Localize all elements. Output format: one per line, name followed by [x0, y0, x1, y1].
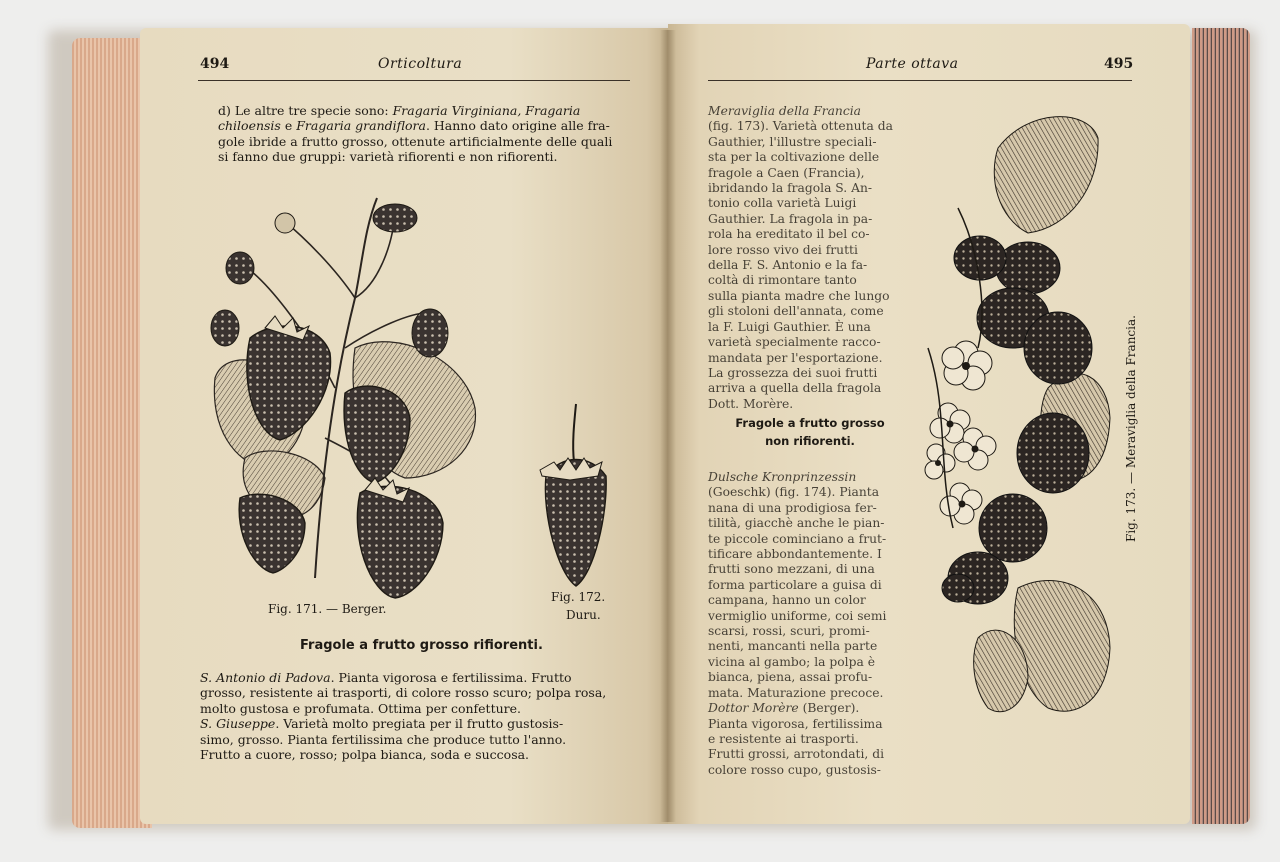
- text-line: fragole a Caen (Francia),: [708, 165, 865, 180]
- text-line: arriva a quella della fragola: [708, 381, 882, 396]
- left-header-rule: [198, 80, 630, 81]
- text-line: varietà specialmente racco-: [708, 335, 881, 350]
- right-header-rule: [708, 80, 1132, 81]
- right-page-number: 495: [1104, 56, 1134, 72]
- text-line: scarsi, rossi, scuri, promi-: [708, 624, 870, 639]
- text-line: gole ibride a frutto grosso, ottenute artificialmente delle quali: [218, 133, 613, 149]
- text-line: lore rosso vivo dei frutti: [708, 242, 858, 257]
- fig172-caption: Fig. 172.: [551, 590, 606, 604]
- text-line: della F. S. Antonio e la fa-: [708, 258, 868, 273]
- text-line: Frutto a cuore, rosso; polpa bianca, soda e succosa.: [200, 747, 530, 763]
- text-line: forma particolare a guisa di: [708, 577, 882, 592]
- book-gutter: [660, 30, 676, 822]
- text-line: chiloensis e Fragaria grandiflora. Hanno dato origine alle fra-: [218, 118, 610, 134]
- text-line: S. Giuseppe. Varietà molto pregiata per il frutto gustosis-: [200, 716, 564, 732]
- text-line: sulla pianta madre che lungo: [708, 288, 890, 303]
- text-line: Gauthier. La fragola in pa-: [708, 211, 873, 226]
- text-line: Pianta vigorosa, fertilissima: [708, 716, 883, 731]
- single-strawberry-illustration: [536, 404, 612, 590]
- fig171-caption: Fig. 171. — Berger.: [268, 602, 387, 616]
- text-line: Gauthier, l'illustre speciali-: [708, 134, 877, 149]
- right-section-title-line1: Fragole a frutto grosso: [735, 416, 885, 430]
- meraviglia-paragraph: [708, 104, 893, 412]
- text-line: (fig. 173). Varietà ottenuta da: [708, 119, 893, 134]
- strawberry-cluster-illustration: [918, 108, 1114, 728]
- text-line: Frutti grossi, arrotondati, di: [708, 747, 885, 762]
- text-line: tonio colla varietà Luigi: [708, 196, 857, 211]
- text-line: vermiglio uniforme, coi semi: [708, 608, 887, 623]
- left-body-paragraphs: [200, 670, 606, 762]
- text-line: la F. Luigi Gauthier. È una: [708, 319, 871, 334]
- text-line: e resistente ai trasporti.: [708, 731, 859, 746]
- text-line: La grossezza dei suoi frutti: [708, 365, 878, 380]
- text-line: nenti, mancanti nella parte: [708, 639, 878, 654]
- text-line: Dulsche Kronprinzessin: [708, 470, 857, 484]
- text-line: vicina al gambo; la polpa è: [708, 654, 875, 669]
- text-line: sta per la coltivazione delle: [708, 150, 880, 165]
- text-line: mata. Maturazione precoce.: [708, 685, 884, 700]
- text-line: campana, hanno un color: [708, 593, 866, 608]
- text-line: (Goeschk) (fig. 174). Pianta: [708, 485, 880, 500]
- text-line: S. Antonio di Padova. Pianta vigorosa e fertilissima. Frutto: [200, 670, 572, 685]
- text-line: molto gustosa e profumata. Ottima per confetture.: [200, 700, 521, 716]
- text-line: si fanno due gruppi: varietà rifiorenti e non rifiorenti.: [218, 149, 558, 165]
- text-line: bianca, piena, assai profu-: [708, 670, 873, 685]
- text-line: nana di una prodigiosa fer-: [708, 500, 877, 515]
- text-line: tilità, giacchè anche le pian-: [708, 516, 885, 531]
- text-line: tificare abbondantemente. I: [708, 547, 882, 562]
- intro-paragraph: [218, 103, 612, 165]
- text-line: Dottor Morère (Berger).: [708, 701, 860, 716]
- right-section-title: [710, 414, 910, 450]
- left-running-head: Orticoltura: [378, 56, 463, 72]
- text-line: simo, grosso. Pianta fertilissima che produce tutto l'anno.: [200, 731, 567, 747]
- text-line: te piccole cominciano a frut-: [708, 531, 887, 546]
- right-section-title-line2: non rifiorenti.: [765, 434, 855, 448]
- text-line: d) Le altre tre specie sono: Fragaria Virginiana, Fragaria: [218, 103, 581, 118]
- text-line: rola ha ereditato il bel co-: [708, 227, 870, 242]
- text-line: frutti sono mezzani, di una: [708, 562, 875, 577]
- text-line: gli stoloni dell'annata, come: [708, 304, 884, 319]
- fig172-label: Duru.: [566, 608, 601, 622]
- left-section-title: Fragole a frutto grosso rifiorenti.: [300, 638, 543, 653]
- right-page-edges: [1192, 28, 1250, 824]
- text-line: grosso, resistente ai trasporti, di colore rosso scuro; polpa rosa,: [200, 685, 607, 701]
- text-line: Meraviglia della Francia: [708, 104, 862, 118]
- strawberry-plant-illustration: [205, 178, 485, 598]
- right-running-head: Parte ottava: [866, 56, 959, 72]
- text-line: coltà di rimontare tanto: [708, 273, 857, 288]
- text-line: Dott. Morère.: [708, 396, 794, 411]
- fig173-caption: Fig. 173. — Meraviglia della Francia.: [1124, 315, 1138, 542]
- kronprinzessin-paragraph: [708, 470, 886, 778]
- text-line: colore rosso cupo, gustosis-: [708, 762, 881, 777]
- text-line: mandata per l'esportazione.: [708, 350, 883, 365]
- left-page-number: 494: [200, 56, 230, 72]
- text-line: ibridando la fragola S. An-: [708, 181, 873, 196]
